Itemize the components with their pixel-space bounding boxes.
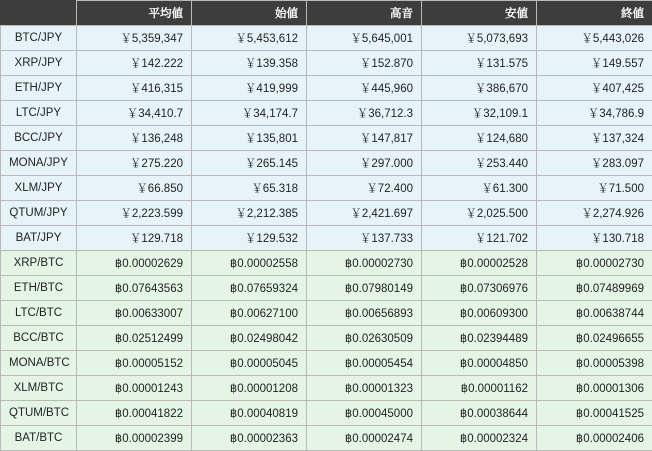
table-cell-pair: ETH/BTC xyxy=(1,276,77,301)
table-cell-value: ￥152.870 xyxy=(307,51,422,76)
table-row xyxy=(1,401,652,426)
table-cell-value: ฿0.02394489 xyxy=(422,326,537,351)
table-cell-value: ฿0.00040819 xyxy=(192,401,307,426)
table-row xyxy=(1,26,652,51)
table-cell-pair: MONA/JPY xyxy=(1,151,77,176)
table-row xyxy=(1,126,652,151)
table-cell-pair: XLM/JPY xyxy=(1,176,77,201)
table-cell-value: ฿0.00038644 xyxy=(422,401,537,426)
table-cell-pair: BCC/JPY xyxy=(1,126,77,151)
table-cell-value: ￥5,453,612 xyxy=(192,26,307,51)
table-cell-value: ￥297.000 xyxy=(307,151,422,176)
table-cell-value: ￥2,421.697 xyxy=(307,201,422,226)
table-cell-value: ฿0.07643563 xyxy=(77,276,192,301)
table-cell-pair: ETH/JPY xyxy=(1,76,77,101)
table-body xyxy=(1,26,652,451)
table-cell-value: ฿0.00002324 xyxy=(422,426,537,451)
table-cell-value: ￥2,223.599 xyxy=(77,201,192,226)
table-cell-value: ￥253.440 xyxy=(422,151,537,176)
table-cell-value: ￥34,410.7 xyxy=(77,101,192,126)
table-cell-value: ￥445,960 xyxy=(307,76,422,101)
table-cell-value: ฿0.00638744 xyxy=(537,301,652,326)
table-cell-value: ฿0.00002399 xyxy=(77,426,192,451)
table-cell-value: ฿0.00041525 xyxy=(537,401,652,426)
table-cell-value: ฿0.00002474 xyxy=(307,426,422,451)
header-cell-corner xyxy=(1,1,77,26)
table-cell-value: ￥2,212.385 xyxy=(192,201,307,226)
table-row xyxy=(1,51,652,76)
table-cell-value: ฿0.00609300 xyxy=(422,301,537,326)
table-row xyxy=(1,301,652,326)
table-row xyxy=(1,351,652,376)
table-cell-value: ￥419,999 xyxy=(192,76,307,101)
table-cell-value: ￥131.575 xyxy=(422,51,537,76)
table-cell-value: ฿0.00005398 xyxy=(537,351,652,376)
table-cell-value: ￥2,025.500 xyxy=(422,201,537,226)
table-cell-value: ￥129.532 xyxy=(192,226,307,251)
table-cell-value: ￥61.300 xyxy=(422,176,537,201)
header-row xyxy=(1,1,652,26)
table-cell-value: ฿0.00001323 xyxy=(307,376,422,401)
table-cell-value: ฿0.00002363 xyxy=(192,426,307,451)
table-row xyxy=(1,326,652,351)
table-cell-value: ฿0.00041822 xyxy=(77,401,192,426)
table-cell-value: ฿0.00001243 xyxy=(77,376,192,401)
table-cell-value: ฿0.00002558 xyxy=(192,251,307,276)
table-cell-value: ￥275.220 xyxy=(77,151,192,176)
table-cell-value: ￥65.318 xyxy=(192,176,307,201)
table-cell-value: ฿0.00002629 xyxy=(77,251,192,276)
table-cell-value: ฿0.07659324 xyxy=(192,276,307,301)
table-cell-pair: BCC/BTC xyxy=(1,326,77,351)
table-cell-value: ￥139.358 xyxy=(192,51,307,76)
table-row xyxy=(1,251,652,276)
table-cell-value: ฿0.02512499 xyxy=(77,326,192,351)
table-cell-value: ฿0.00004850 xyxy=(422,351,537,376)
table-cell-value: ฿0.00045000 xyxy=(307,401,422,426)
table-row xyxy=(1,426,652,451)
table-cell-pair: LTC/JPY xyxy=(1,101,77,126)
table-cell-value: ￥71.500 xyxy=(537,176,652,201)
table-cell-value: ￥129.718 xyxy=(77,226,192,251)
table-cell-pair: XRP/JPY xyxy=(1,51,77,76)
table-cell-value: ฿0.00001208 xyxy=(192,376,307,401)
table-cell-value: ฿0.00005152 xyxy=(77,351,192,376)
table-cell-value: ￥283.097 xyxy=(537,151,652,176)
table-cell-value: ฿0.00002730 xyxy=(537,251,652,276)
table-cell-value: ￥147,817 xyxy=(307,126,422,151)
table-row xyxy=(1,76,652,101)
table-cell-value: ￥137,324 xyxy=(537,126,652,151)
table-row xyxy=(1,226,652,251)
table-cell-value: ￥5,443,026 xyxy=(537,26,652,51)
table-cell-pair: XLM/BTC xyxy=(1,376,77,401)
table-cell-value: ￥416,315 xyxy=(77,76,192,101)
header-cell-close: 終値 xyxy=(537,1,652,26)
table-cell-value: ฿0.07489969 xyxy=(537,276,652,301)
table-row xyxy=(1,276,652,301)
table-cell-value: ￥130.718 xyxy=(537,226,652,251)
table-cell-value: ฿0.00001306 xyxy=(537,376,652,401)
table-cell-value: ฿0.02498042 xyxy=(192,326,307,351)
table-header xyxy=(1,1,652,26)
table-cell-value: ￥137.733 xyxy=(307,226,422,251)
table-cell-value: ฿0.07980149 xyxy=(307,276,422,301)
table-row xyxy=(1,376,652,401)
table-cell-pair: XRP/BTC xyxy=(1,251,77,276)
table-cell-value: ￥32,109.1 xyxy=(422,101,537,126)
table-row xyxy=(1,101,652,126)
table-cell-pair: QTUM/BTC xyxy=(1,401,77,426)
table-cell-pair: BAT/JPY xyxy=(1,226,77,251)
table-cell-value: ￥386,670 xyxy=(422,76,537,101)
table-cell-value: ￥121.702 xyxy=(422,226,537,251)
header-cell-open: 始値 xyxy=(192,1,307,26)
table-cell-value: ￥5,645,001 xyxy=(307,26,422,51)
table-cell-value: ￥5,359,347 xyxy=(77,26,192,51)
table-cell-value: ฿0.00002406 xyxy=(537,426,652,451)
table-cell-value: ฿0.00005045 xyxy=(192,351,307,376)
table-cell-value: ฿0.00656893 xyxy=(307,301,422,326)
table-cell-value: ฿0.00002730 xyxy=(307,251,422,276)
table-cell-value: ￥265.145 xyxy=(192,151,307,176)
table-cell-value: ฿0.02630509 xyxy=(307,326,422,351)
table-cell-value: ฿0.00633007 xyxy=(77,301,192,326)
table-cell-value: ￥407,425 xyxy=(537,76,652,101)
header-cell-high: 高音 xyxy=(307,1,422,26)
table-cell-value: ฿0.07306976 xyxy=(422,276,537,301)
table-cell-value: ฿0.02496655 xyxy=(537,326,652,351)
table-cell-value: ￥2,274.926 xyxy=(537,201,652,226)
table-cell-value: ￥149.557 xyxy=(537,51,652,76)
table-cell-pair: LTC/BTC xyxy=(1,301,77,326)
table-cell-value: ฿0.00005454 xyxy=(307,351,422,376)
header-cell-low: 安値 xyxy=(422,1,537,26)
table-cell-pair: BTC/JPY xyxy=(1,26,77,51)
table-cell-pair: QTUM/JPY xyxy=(1,201,77,226)
table-cell-value: ฿0.00001162 xyxy=(422,376,537,401)
table-cell-pair: MONA/BTC xyxy=(1,351,77,376)
table-cell-value: ￥142.222 xyxy=(77,51,192,76)
table-cell-pair: BAT/BTC xyxy=(1,426,77,451)
table-cell-value: ฿0.00627100 xyxy=(192,301,307,326)
table-row xyxy=(1,151,652,176)
header-cell-average: 平均値 xyxy=(77,1,192,26)
table-cell-value: ￥72.400 xyxy=(307,176,422,201)
table-row xyxy=(1,176,652,201)
table-cell-value: ฿0.00002528 xyxy=(422,251,537,276)
table-row xyxy=(1,201,652,226)
table-cell-value: ￥124,680 xyxy=(422,126,537,151)
table-cell-value: ￥66.850 xyxy=(77,176,192,201)
table-cell-value: ￥5,073,693 xyxy=(422,26,537,51)
table-cell-value: ￥34,786.9 xyxy=(537,101,652,126)
table-cell-value: ￥36,712.3 xyxy=(307,101,422,126)
table-cell-value: ￥34,174.7 xyxy=(192,101,307,126)
table-cell-value: ￥136,248 xyxy=(77,126,192,151)
table-cell-value: ￥135,801 xyxy=(192,126,307,151)
